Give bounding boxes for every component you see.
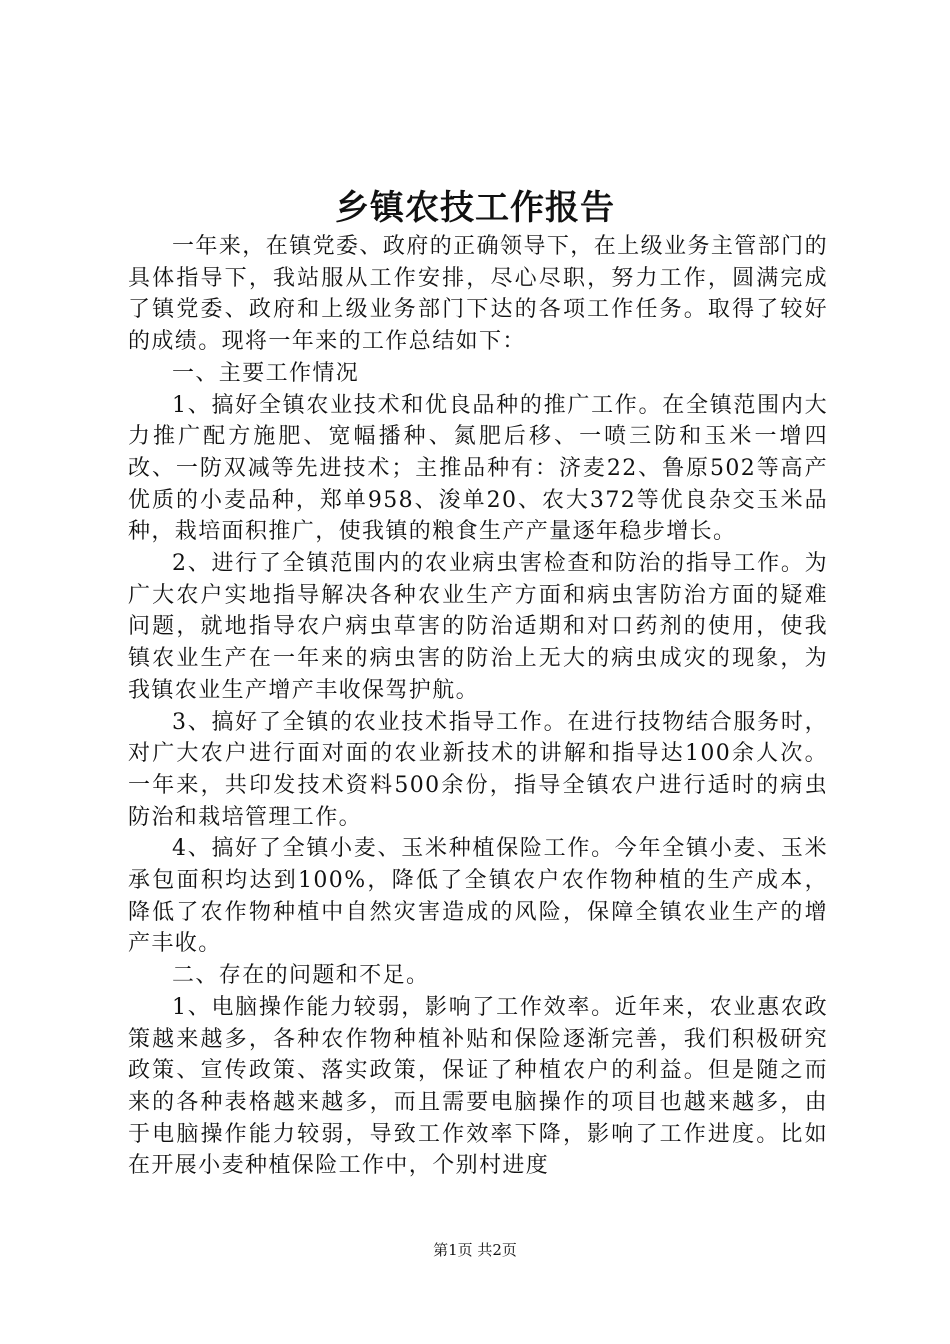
document-title: 乡镇农技工作报告 [335,188,615,228]
paragraph-problem-1: 1、电脑操作能力较弱，影响了工作效率。近年来，农业惠农政策越来越多，各种农作物种植补贴和保险逐渐完善，我们积极研究政策、宣传政策、落实政策，保证了种植农户的利益。但是随之而来的各种表格越来越多，而且需要电脑操作的项目也越来越多，由于电脑操作能力较弱，导致工作效率下降，影响了工作进度。比如在开展小麦种植保险工作中，个别村进度 [128,994,828,1179]
paragraph-item-2: 2、进行了全镇范围内的农业病虫害检查和防治的指导工作。为广大农户实地指导解决各种农业生产方面和病虫害防治方面的疑难问题，就地指导农户病虫草害的防治适期和对口药剂的使用，使我镇农业生产在一年来的病虫害的防治上无大的病虫成灾的现象，为我镇农业生产增产丰收保驾护航。 [128,551,828,703]
document-body [128,231,828,1182]
section-heading-main-work: 一、主要工作情况 [172,360,360,386]
page-footer: 第1页 共2页 [433,1241,517,1259]
paragraph-item-3: 3、搞好了全镇的农业技术指导工作。在进行技物结合服务时，对广大农户进行面对面的农业新技术的讲解和指导达100余人次。一年来，共印发技术资料500余份，指导全镇农户进行适时的病虫防治和栽培管理工作。 [128,709,828,830]
paragraph-item-4: 4、搞好了全镇小麦、玉米种植保险工作。今年全镇小麦、玉米承包面积均达到100%，降低了全镇农户农作物种植的生产成本，降低了农作物种植中自然灾害造成的风险，保障全镇农业生产的增产丰收。 [128,836,828,957]
paragraph-intro: 一年来，在镇党委、政府的正确领导下，在上级业务主管部门的具体指导下，我站服从工作安排，尽心尽职，努力工作，圆满完成了镇党委、政府和上级业务部门下达的各项工作任务。取得了较好的成绩。现将一年来的工作总结如下： [128,234,828,355]
section-heading-problems: 二、存在的问题和不足。 [172,963,430,989]
paragraph-item-1: 1、搞好全镇农业技术和优良品种的推广工作。在全镇范围内大力推广配方施肥、宽幅播种、氮肥后移、一喷三防和玉米一增四改、一防双减等先进技术；主推品种有：济麦22、鲁原502等高产优质的小麦品种，郑单958、浚单20、农大372等优良杂交玉米品种，栽培面积推广，使我镇的粮食生产产量逐年稳步增长。 [128,392,828,545]
